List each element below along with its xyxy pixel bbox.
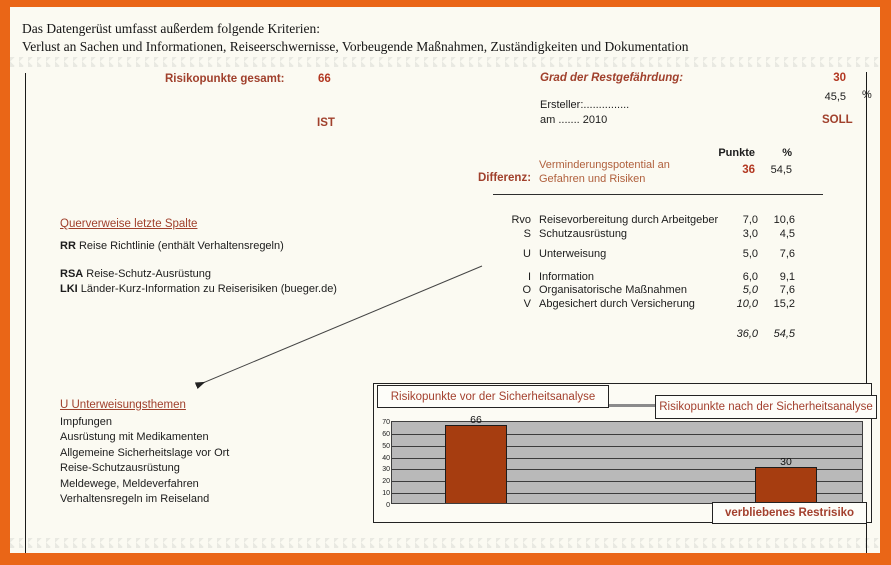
y-axis-tick-label: 50 [382,442,390,450]
measure-percent: 7,6 [779,248,795,260]
y-axis-tick-label: 20 [382,478,390,486]
measure-row [495,284,797,298]
querverweis-code: LKI [60,283,78,295]
measure-code: U [523,248,531,260]
unterweisung-title: U Unterweisungsthemen [60,399,186,411]
measure-punkte: 3,0 [742,227,758,240]
measure-percent: 15,2 [773,297,795,310]
verminderungspotential-line2: Gefahren und Risiken [539,173,646,185]
column-header-punkte: Punkte [718,147,755,159]
measure-code: O [522,284,531,296]
soll-label: SOLL [822,114,853,126]
measure-punkte: 7,0 [742,214,758,226]
differenz-punkte: 36 [742,164,755,176]
differenz-divider [493,194,823,195]
callout-after-box: Risikopunkte nach der Sicherheitsanalyse [655,395,877,419]
measure-punkte: 6,0 [742,270,758,283]
measure-row [495,248,797,262]
differenz-label: Differenz: [478,172,532,184]
unterweisung-item: Meldewege, Meldeverfahren [60,477,199,490]
measure-punkte: 5,0 [742,284,758,296]
measure-code: Rvo [511,214,531,226]
differenz-percent: 54,5 [770,164,792,176]
risk-total-value: 66 [318,73,331,85]
measure-percent: 9,1 [779,270,795,283]
measure-row [495,228,797,242]
measure-text: Unterweisung [539,248,607,260]
unterweisung-list [60,415,380,506]
chart-plot-area [382,413,863,509]
measure-text: Schutzausrüstung [539,227,628,240]
percent-sign: % [862,89,872,101]
page-tear-bottom [10,538,880,548]
callout-connector-line [609,404,655,407]
callout-restrisiko-box: verbliebenes Restrisiko [712,502,867,524]
risk-bar-chart [373,383,872,523]
measure-code: I [527,270,531,283]
unterweisung-item: Impfungen [60,416,112,428]
measure-percent: 10,6 [773,214,795,226]
page-tear-top [10,57,880,67]
y-axis-tick-label: 30 [382,466,390,474]
ist-label: IST [317,117,335,129]
header-line-1: Das Datengerüst umfasst außerdem folgende Kriterien: [22,21,321,36]
measures-total-percent: 54,5 [773,328,795,340]
measure-percent: 7,6 [779,284,795,296]
measure-text: Information [539,270,595,283]
unterweisung-item: Reise-Schutzausrüstung [60,462,180,475]
y-axis-tick-label: 40 [382,454,390,462]
bar-value-label: 30 [780,456,792,469]
column-header-percent: % [782,147,792,159]
risk-bar [755,467,817,503]
measures-total-punkte: 36,0 [736,328,758,340]
unterweisung-section [60,398,380,507]
measure-row [495,271,797,285]
measures-table [495,214,797,342]
callout-before-box: Risikopunkte vor der Sicherheitsanalyse [377,385,609,408]
measure-percent: 4,5 [779,227,795,240]
measure-code: S [523,227,531,240]
measure-code: V [523,297,531,310]
am-label: am ....... 2010 [540,114,608,126]
measure-text: Reisevorbereitung durch Arbeitgeber [539,214,719,226]
querverweis-item: RSA Reise-Schutz-Ausrüstung [60,268,212,280]
sheet-border-left [25,73,26,553]
risk-bar [445,425,507,503]
y-axis-tick-label: 0 [386,502,390,509]
unterweisung-item: Allgemeine Sicherheitslage vor Ort [60,446,230,459]
measures-total-row [495,328,797,342]
querverweis-item: RR Reise Richtlinie (enthält Verhaltensregeln) [60,240,284,252]
measure-row [495,298,797,312]
ersteller-label: Ersteller:............... [540,99,630,111]
restgefaehrdung-value: 30 [833,72,846,84]
measure-punkte: 10,0 [736,297,758,310]
measure-row [495,214,797,228]
document-header [22,20,862,56]
restgefaehrdung-label: Grad der Restgefährdung: [540,72,684,84]
querverweis-item: LKI Länder-Kurz-Information zu Reiserisiken (bueger.de) [60,283,337,295]
measure-punkte: 5,0 [742,248,758,260]
querverweis-code: RR [60,240,76,252]
verminderungspotential-line1: Verminderungspotential an [539,159,670,171]
risk-total-label: Risikopunkte gesamt: [165,73,285,85]
annotation-arrow [188,258,488,396]
header-line-2: Verlust an Sachen und Informationen, Reiseerschwernisse, Vorbeugende Maßnahmen, Zuständigkeiten und Dokumentation [22,39,689,54]
verminderungspotential-text [539,158,670,186]
restgefaehrdung-percent: 45,5 [824,91,846,103]
y-axis-tick-label: 10 [382,490,390,498]
unterweisung-item: Ausrüstung mit Medikamenten [60,431,209,444]
measure-text: Organisatorische Maßnahmen [539,284,687,296]
querverweis-code: RSA [60,268,84,280]
bar-value-label: 66 [470,413,482,426]
querverweise-title: Querverweise letzte Spalte [60,218,198,230]
y-axis-tick-label: 70 [382,419,390,426]
measure-text: Abgesichert durch Versicherung [539,297,695,310]
unterweisung-item: Verhaltensregeln im Reiseland [60,493,210,506]
y-axis-tick-label: 60 [382,430,390,438]
